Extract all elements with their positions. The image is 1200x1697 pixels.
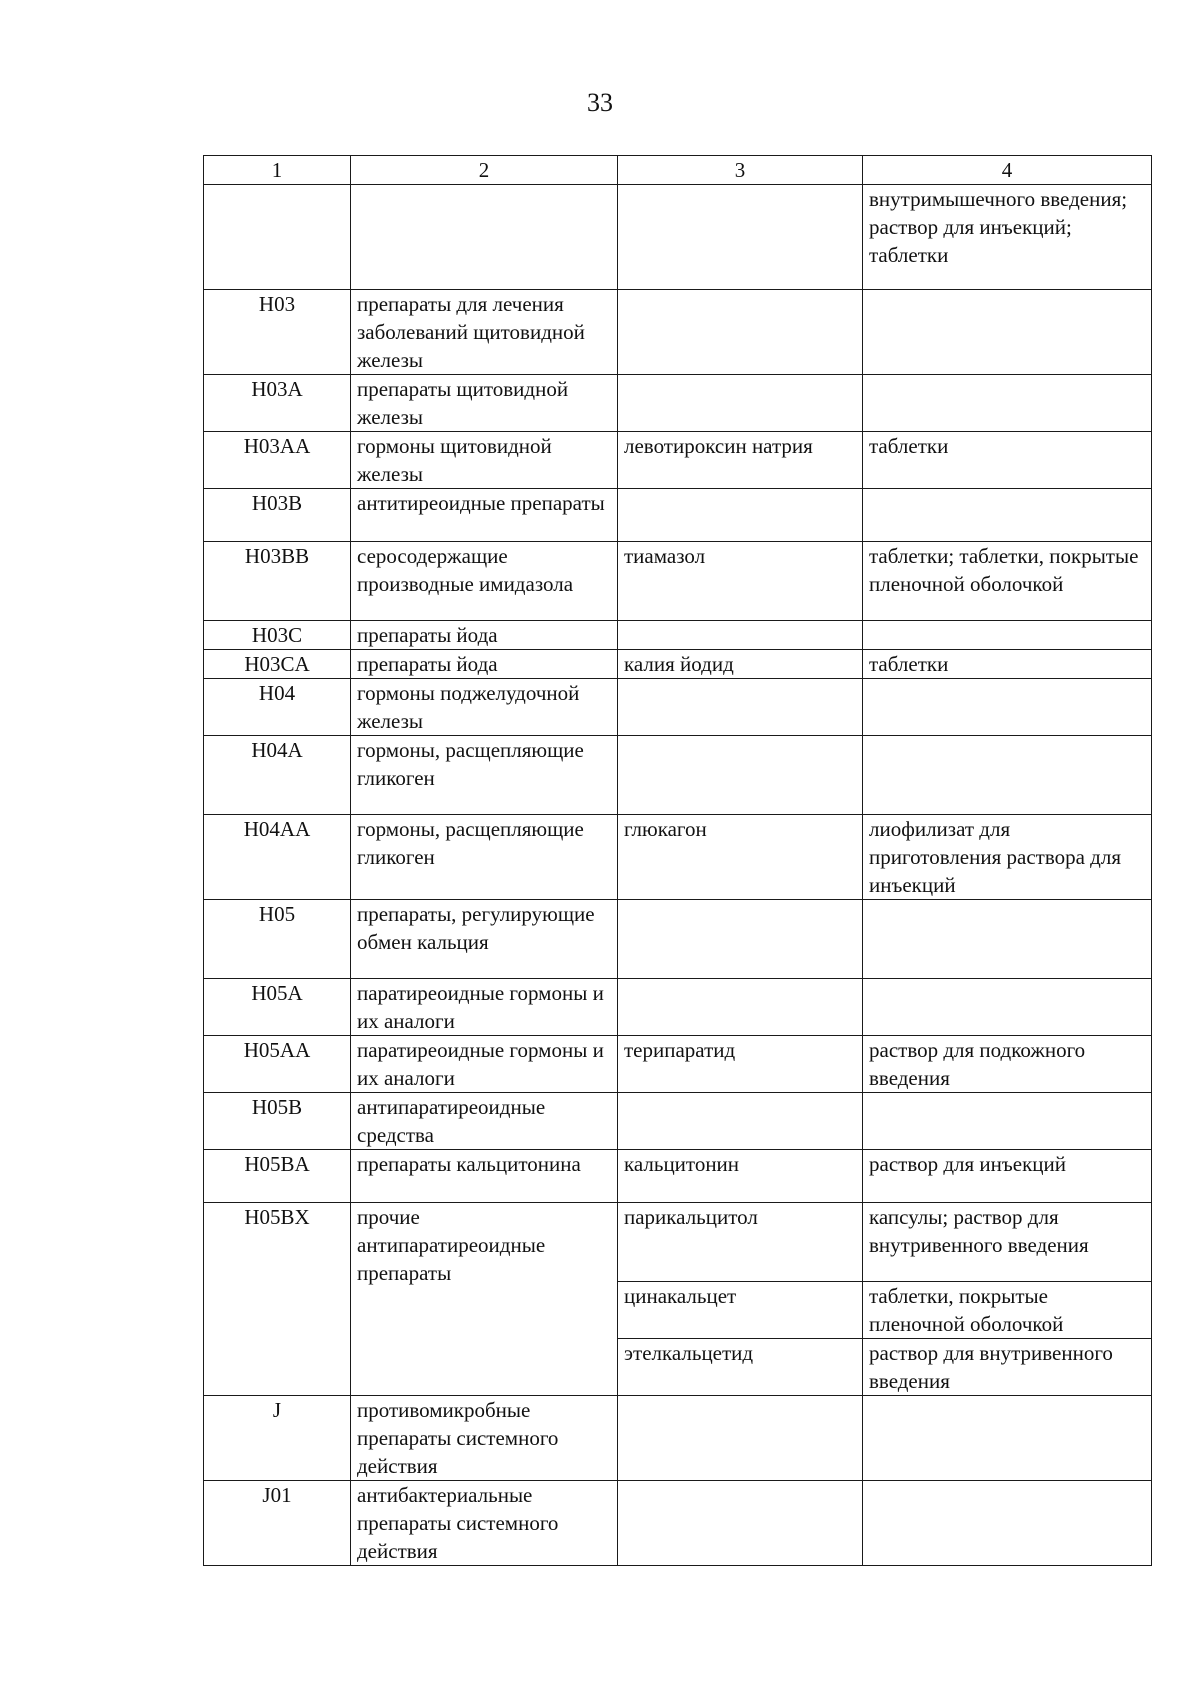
atc-code-cell: H04	[204, 679, 351, 736]
atc-code-cell: H03A	[204, 375, 351, 432]
atc-code-cell: H05BA	[204, 1150, 351, 1203]
header-col-4: 4	[863, 156, 1152, 185]
form-cell	[863, 736, 1152, 815]
atc-code-cell: H05BX	[204, 1203, 351, 1396]
drug-classification-table	[203, 155, 1152, 1566]
group-cell: гормоны, расщепляющие гликоген	[351, 815, 618, 900]
group-cell: паратиреоидные гормоны и их аналоги	[351, 979, 618, 1036]
substance-cell	[618, 1093, 863, 1150]
atc-code-cell: H03	[204, 290, 351, 375]
form-cell	[863, 621, 1152, 650]
substance-cell: этелкальцетид	[618, 1339, 863, 1396]
form-cell: внутримышечного введения; раствор для инъекций; таблетки	[863, 185, 1152, 290]
table-row	[204, 1203, 1152, 1282]
form-cell	[863, 1093, 1152, 1150]
atc-code-cell: J01	[204, 1481, 351, 1566]
substance-cell	[618, 1481, 863, 1566]
substance-cell: калия йодид	[618, 650, 863, 679]
group-cell: гормоны поджелудочной железы	[351, 679, 618, 736]
group-cell: препараты кальцитонина	[351, 1150, 618, 1203]
form-cell	[863, 489, 1152, 542]
substance-cell	[618, 900, 863, 979]
form-cell: лиофилизат для приготовления раствора для инъекций	[863, 815, 1152, 900]
form-cell	[863, 900, 1152, 979]
substance-cell	[618, 621, 863, 650]
table-row	[204, 1396, 1152, 1481]
form-cell: раствор для внутривенного введения	[863, 1339, 1152, 1396]
group-cell: противомикробные препараты системного действия	[351, 1396, 618, 1481]
form-cell: таблетки	[863, 650, 1152, 679]
table-row	[204, 290, 1152, 375]
form-cell	[863, 679, 1152, 736]
group-cell: антитиреоидные препараты	[351, 489, 618, 542]
atc-code-cell: H03CA	[204, 650, 351, 679]
group-cell: антибактериальные препараты системного действия	[351, 1481, 618, 1566]
header-row	[204, 156, 1152, 185]
atc-code-cell: H05A	[204, 979, 351, 1036]
table-row	[204, 1150, 1152, 1203]
group-cell: гормоны, расщепляющие гликоген	[351, 736, 618, 815]
form-cell: капсулы; раствор для внутривенного введения	[863, 1203, 1152, 1282]
substance-cell: цинакальцет	[618, 1282, 863, 1339]
group-cell: гормоны щитовидной железы	[351, 432, 618, 489]
header-col-2: 2	[351, 156, 618, 185]
table-row	[204, 375, 1152, 432]
atc-code-cell: H03BB	[204, 542, 351, 621]
substance-cell	[618, 185, 863, 290]
atc-code-cell	[204, 185, 351, 290]
table-row	[204, 542, 1152, 621]
table-row	[204, 1036, 1152, 1093]
form-cell	[863, 979, 1152, 1036]
group-cell: паратиреоидные гормоны и их аналоги	[351, 1036, 618, 1093]
table-row	[204, 900, 1152, 979]
atc-code-cell: H05	[204, 900, 351, 979]
header-col-1: 1	[204, 156, 351, 185]
substance-cell	[618, 290, 863, 375]
substance-cell	[618, 489, 863, 542]
substance-cell: глюкагон	[618, 815, 863, 900]
substance-cell	[618, 375, 863, 432]
table-row	[204, 1093, 1152, 1150]
substance-cell: левотироксин натрия	[618, 432, 863, 489]
table-row	[204, 650, 1152, 679]
group-cell: препараты, регулирующие обмен кальция	[351, 900, 618, 979]
header-col-3: 3	[618, 156, 863, 185]
group-cell: препараты щитовидной железы	[351, 375, 618, 432]
atc-code-cell: H03C	[204, 621, 351, 650]
atc-code-cell: H04AA	[204, 815, 351, 900]
atc-code-cell: H05B	[204, 1093, 351, 1150]
table-row	[204, 432, 1152, 489]
atc-code-cell: H03AA	[204, 432, 351, 489]
table-row	[204, 489, 1152, 542]
table-row	[204, 815, 1152, 900]
substance-cell: терипаратид	[618, 1036, 863, 1093]
form-cell: раствор для подкожного введения	[863, 1036, 1152, 1093]
form-cell: таблетки	[863, 432, 1152, 489]
group-cell: антипаратиреоидные средства	[351, 1093, 618, 1150]
table-row	[204, 185, 1152, 290]
group-cell: прочие антипаратиреоидные препараты	[351, 1203, 618, 1396]
substance-cell: кальцитонин	[618, 1150, 863, 1203]
page-number: 33	[587, 88, 613, 117]
form-cell: раствор для инъекций	[863, 1150, 1152, 1203]
table-row	[204, 979, 1152, 1036]
substance-cell	[618, 679, 863, 736]
group-cell	[351, 185, 618, 290]
group-cell: препараты йода	[351, 621, 618, 650]
atc-code-cell: H03B	[204, 489, 351, 542]
group-cell: серосодержащие производные имидазола	[351, 542, 618, 621]
form-cell	[863, 375, 1152, 432]
substance-cell: парикальцитол	[618, 1203, 863, 1282]
atc-code-cell: H04A	[204, 736, 351, 815]
group-cell: препараты для лечения заболеваний щитовидной железы	[351, 290, 618, 375]
substance-cell: тиамазол	[618, 542, 863, 621]
substance-cell	[618, 736, 863, 815]
group-cell: препараты йода	[351, 650, 618, 679]
atc-code-cell: H05AA	[204, 1036, 351, 1093]
table-row	[204, 679, 1152, 736]
table-row	[204, 621, 1152, 650]
form-cell	[863, 290, 1152, 375]
form-cell: таблетки, покрытые пленочной оболочкой	[863, 1282, 1152, 1339]
substance-cell	[618, 1396, 863, 1481]
table-row	[204, 736, 1152, 815]
table-row	[204, 1481, 1152, 1566]
atc-code-cell: J	[204, 1396, 351, 1481]
form-cell	[863, 1396, 1152, 1481]
substance-cell	[618, 979, 863, 1036]
form-cell	[863, 1481, 1152, 1566]
form-cell: таблетки; таблетки, покрытые пленочной оболочкой	[863, 542, 1152, 621]
